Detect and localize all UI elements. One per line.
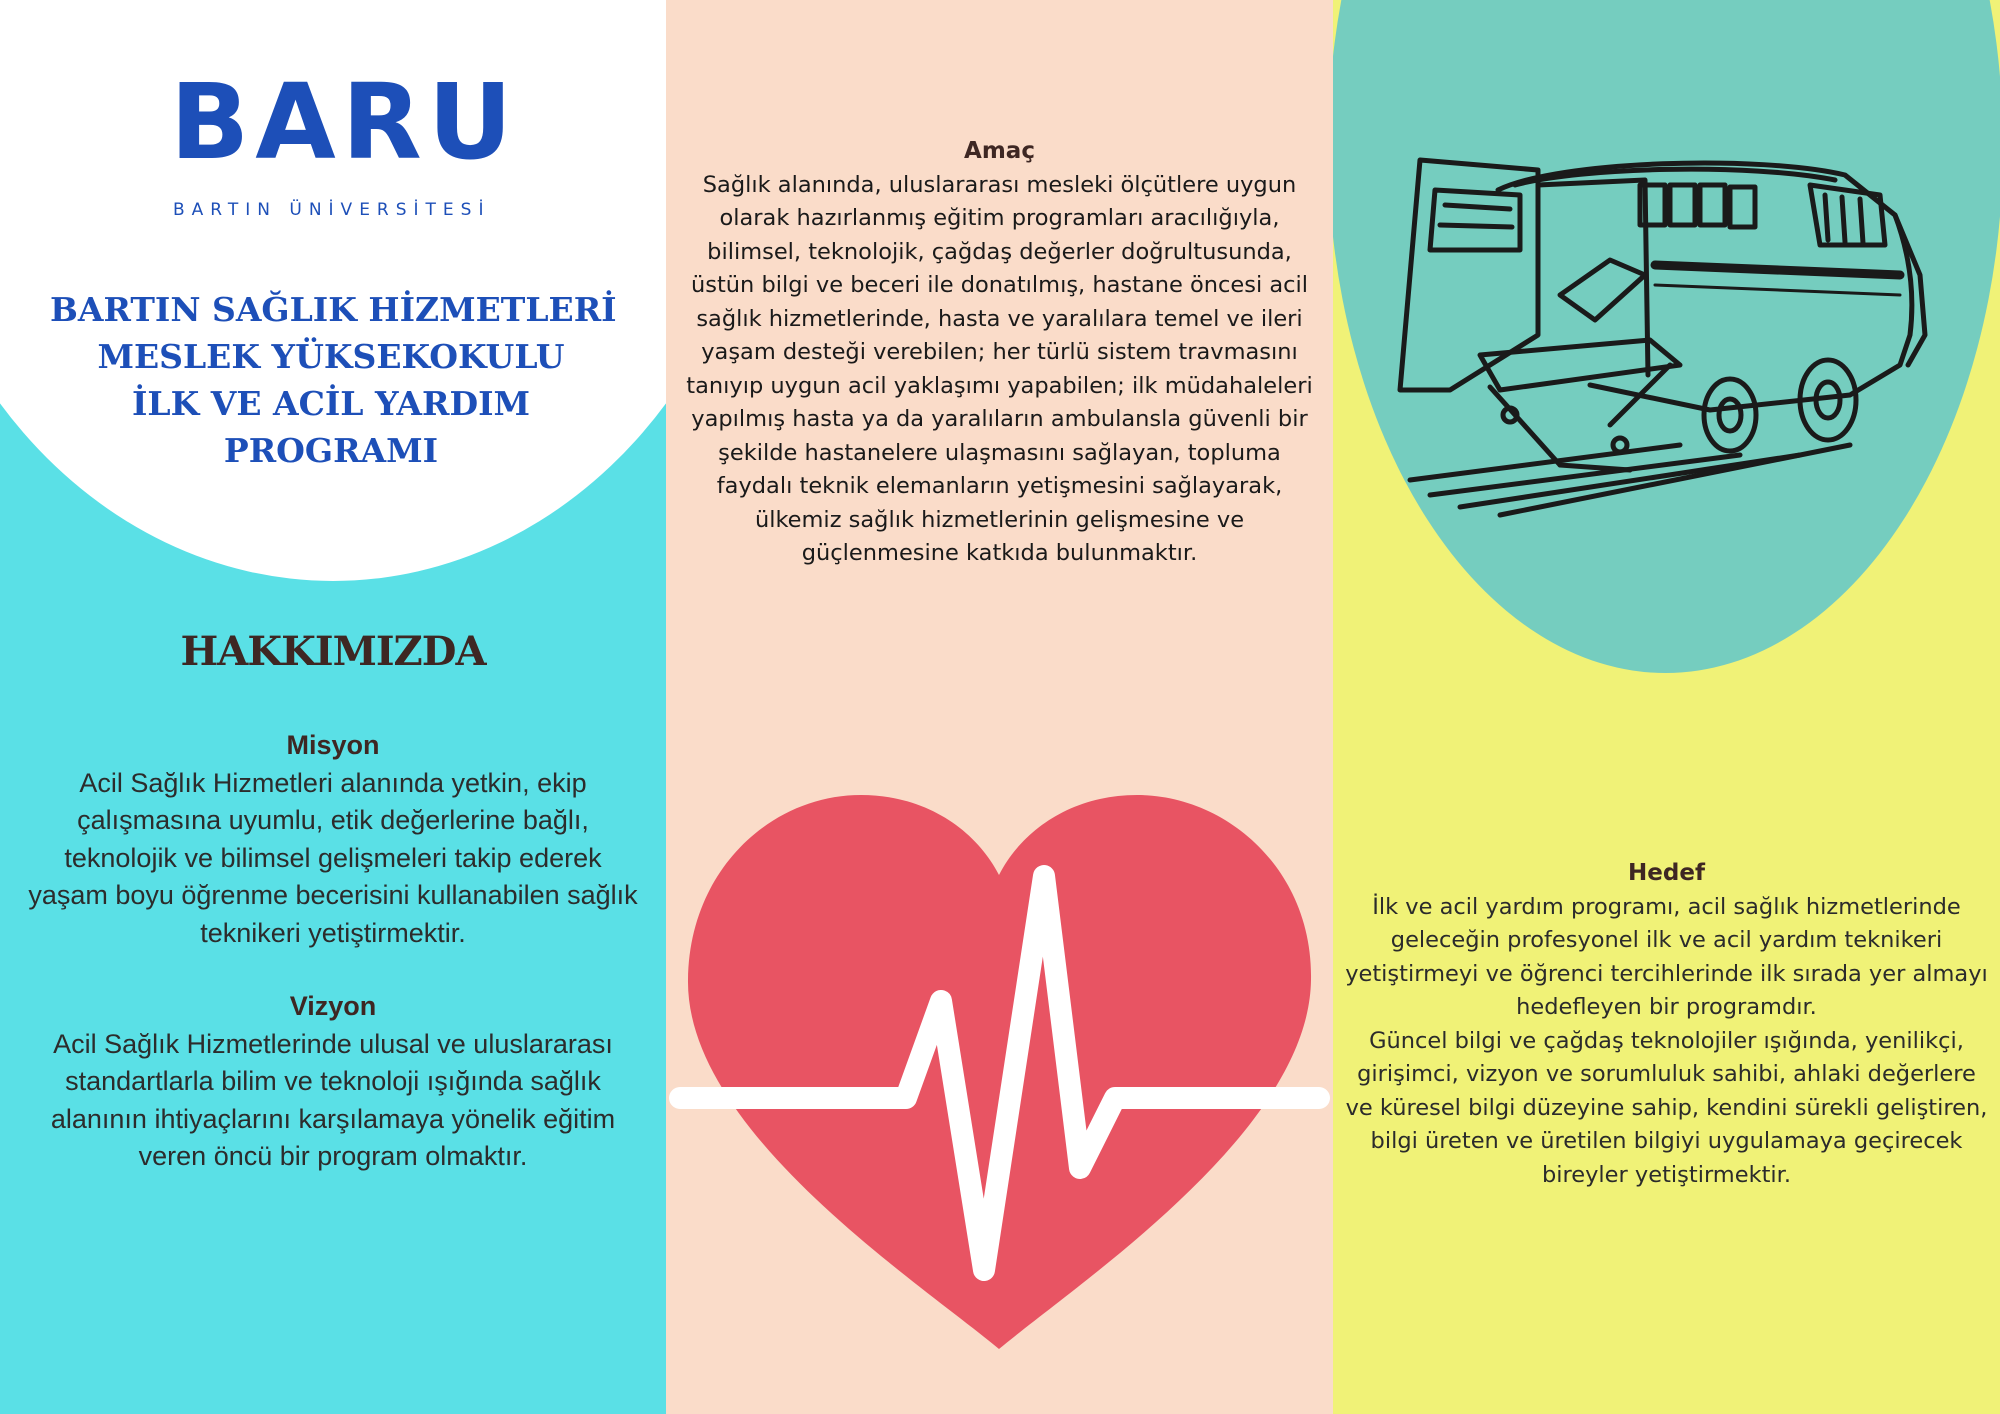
goal-text-1: İlk ve acil yardım programı, acil sağlık hizmetlerinde geleceğin profesyonel ilk ve acil yardım teknikeri yetiştirmeyi ve öğrenci tercihlerinde ilk sırada yer almayı hedefleyen bir programdır. [1345, 893, 1988, 1020]
purpose-heading: Amaç [964, 138, 1035, 164]
purpose-section [681, 135, 1318, 571]
goal-section [1343, 857, 1990, 1192]
vision-text: Acil Sağlık Hizmetlerinde ulusal ve uluslararası standartlarla bilim ve teknoloji ışığında sağlık alanının ihtiyaçlarını karşılamaya yönelik eğitim veren öncü bir program olmaktır. [50, 1028, 616, 1171]
program-title-line: BARTIN SAĞLIK HİZMETLERİ [50, 290, 617, 329]
about-heading: HAKKIMIZDA [180, 628, 486, 675]
ambulance-illustration-icon [1380, 125, 1950, 520]
mission-text: Acil Sağlık Hizmetleri alanında yetkin, ekip çalışmasına uyumlu, etik değerlerine bağlı, teknolojik ve bilimsel gelişmeleri takip ederek yaşam boyu öğrenme becerisini kullanabilen sağlık teknikeri yetiştirmektir. [28, 767, 638, 948]
right-panel [1333, 0, 2000, 1414]
purpose-text: Sağlık alanında, uluslararası mesleki ölçütlere uygun olarak hazırlanmış eğitim programları aracılığıyla, bilimsel, teknolojik, çağdaş değerler doğrultusunda, üstün bilgi ve beceri ile donatılmış, hastane öncesi acil sağlık hizmetlerinde, hasta ve yaralılara temel ve ileri yaşam desteği verebilen; her türlü sistem travmasını tanıyıp uygun acil yaklaşımı yapabilen; ilk müdahaleleri yapılmış hasta ya da yaralıların ambulansla güvenli bir şekilde hastanelere ulaşmasını sağlayan, topluma faydalı teknik elemanların yetişmesini sağlayarak, ülkemiz sağlık hizmetlerinin gelişmesine ve güçlenmesine katkıda bulunmaktır. [686, 171, 1313, 566]
vision-heading: Vizyon [289, 991, 377, 1021]
logo-wordmark: BARU [170, 61, 519, 183]
mission-heading: Misyon [286, 730, 380, 760]
university-logo [170, 61, 519, 230]
left-panel [0, 0, 666, 1414]
middle-panel [666, 0, 1333, 1414]
goal-text-2: Güncel bilgi ve çağdaş teknolojiler ışığında, yenilikçi, girişimci, vizyon ve sorumluluk sahibi, ahlaki değerlere ve küresel bilgi düzeyine sahip, kendini sürekli geliştiren, bilgi üreten ve üretilen bilgiyi uygulamaya geçirecek bireyler yetiştirmektir. [1345, 1027, 1988, 1188]
program-title [50, 286, 617, 474]
logo-subtitle: BARTIN ÜNİVERSİTESİ [173, 200, 491, 220]
mission-section [22, 727, 644, 952]
heartbeat-heart-icon [666, 780, 1333, 1360]
program-title-line: PROGRAMI [223, 431, 439, 470]
vision-section [22, 988, 644, 1176]
program-title-line: İLK VE ACİL YARDIM [131, 384, 531, 423]
goal-heading: Hedef [1628, 860, 1705, 886]
program-title-line: MESLEK YÜKSEKOKULU [97, 337, 565, 376]
